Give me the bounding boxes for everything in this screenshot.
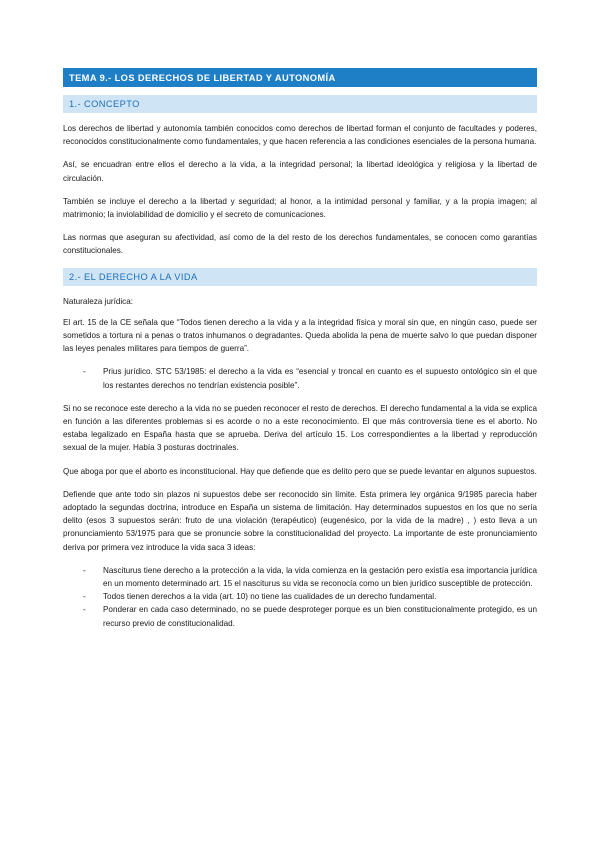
paragraph: Los derechos de libertad y autonomía también conocidos como derechos de libertad forman el conjunto de facultades y poderes, reconocidos constitucionalmente como fundamentales, y que hacen referencia a las condiciones esenciales de la persona humana. bbox=[63, 124, 537, 147]
section-heading-derecho-vida: 2.- EL DERECHO A LA VIDA bbox=[63, 268, 537, 286]
list-item: - Prius jurídico. STC 53/1985: el derecho a la vida es “esencial y troncal en cuanto es el supuesto ontológico sin el que los restantes derechos no tendrían existencia posible”. bbox=[63, 365, 537, 391]
section-heading-concepto: 1.- CONCEPTO bbox=[63, 95, 537, 113]
paragraph: Si no se reconoce este derecho a la vida no se pueden reconocer el resto de derechos. El derecho fundamental a la vida se explica en función a las diferentes problemas si es acorde o no a este reconocimiento. El que más controversia tiene es el aborto. No estaba legalizado en España hasta que se aprueba. Deriva del artículo 15. Los correspondientes a la libertad y reproducción sexual de la mujer. Había 3 posturas doctrinales. bbox=[63, 403, 537, 453]
paragraph: Que aboga por que el aborto es inconstitucional. Hay que defiende que es delito pero que se puede levantar en algunos supuestos. bbox=[63, 466, 537, 476]
list-item: - Ponderar en cada caso determinado, no se puede desproteger porque es un bien constitucionalmente protegido, es un recurso previo de constitucionalidad. bbox=[63, 603, 537, 629]
list-item: - Todos tienen derechos a la vida (art. 10) no tiene las cualidades de un derecho fundamental. bbox=[63, 590, 537, 603]
document-title: TEMA 9.- LOS DERECHOS DE LIBERTAD Y AUTONOMÍA bbox=[63, 68, 537, 87]
paragraph: Así, se encuadran entre ellos el derecho a la vida, a la integridad personal; la libertad ideológica y religiosa y la libertad de circulación. bbox=[63, 160, 537, 183]
bullet-list bbox=[63, 365, 537, 391]
document-page bbox=[63, 68, 537, 640]
paragraph: Las normas que aseguran su afectividad, así como de la del resto de los derechos fundamentales, se conocen como garantías constitucionales. bbox=[63, 233, 537, 256]
paragraph: El art. 15 de la CE señala que “Todos tienen derecho a la vida y a la integridad física y moral sin que, en ningún caso, puede ser sometidos a tortura ni a penas o tratos inhumanos o degradantes. Queda abolida la pena de muerte salvo lo que puedan disponer las leyes penales militares para tiempos de guerra”. bbox=[63, 317, 537, 354]
subheading-naturaleza: Naturaleza jurídica: bbox=[63, 296, 133, 306]
paragraph: También se incluye el derecho a la libertad y seguridad; al honor, a la intimidad personal y familiar, y a la propia imagen; al matrimonio; la inviolabilidad de domicilio y el secreto de comunicaciones. bbox=[63, 196, 537, 220]
paragraph: Defiende que ante todo sin plazos ni supuestos debe ser reconocido sin límite. Esta primera ley orgánica 9/1985 parecía haber adoptado la segundas doctrina, introduce en España un sistema de limitación. Hay determinados supuestos en los que no sería delito (esos 3 supuestos serán: fruto de una violación (terapéutico) (eugenésico, por la vida de la madre) , ) esto lleva a un pronunciamiento 53/1975 para que se pronuncie sobre la constitucionalidad del proyecto. La importante de este pronunciamiento deriva por primera vez introduce la vida saca 3 ideas: bbox=[63, 489, 537, 552]
bullet-list bbox=[63, 564, 537, 630]
list-item: - Nasciturus tiene derecho a la protección a la vida, la vida comienza en la gestación pero existía esa importancia jurídica en un momento determinado art. 15 el nasciturus su vida se reconocía como un bien jurídico susceptible de protección. bbox=[63, 564, 537, 590]
